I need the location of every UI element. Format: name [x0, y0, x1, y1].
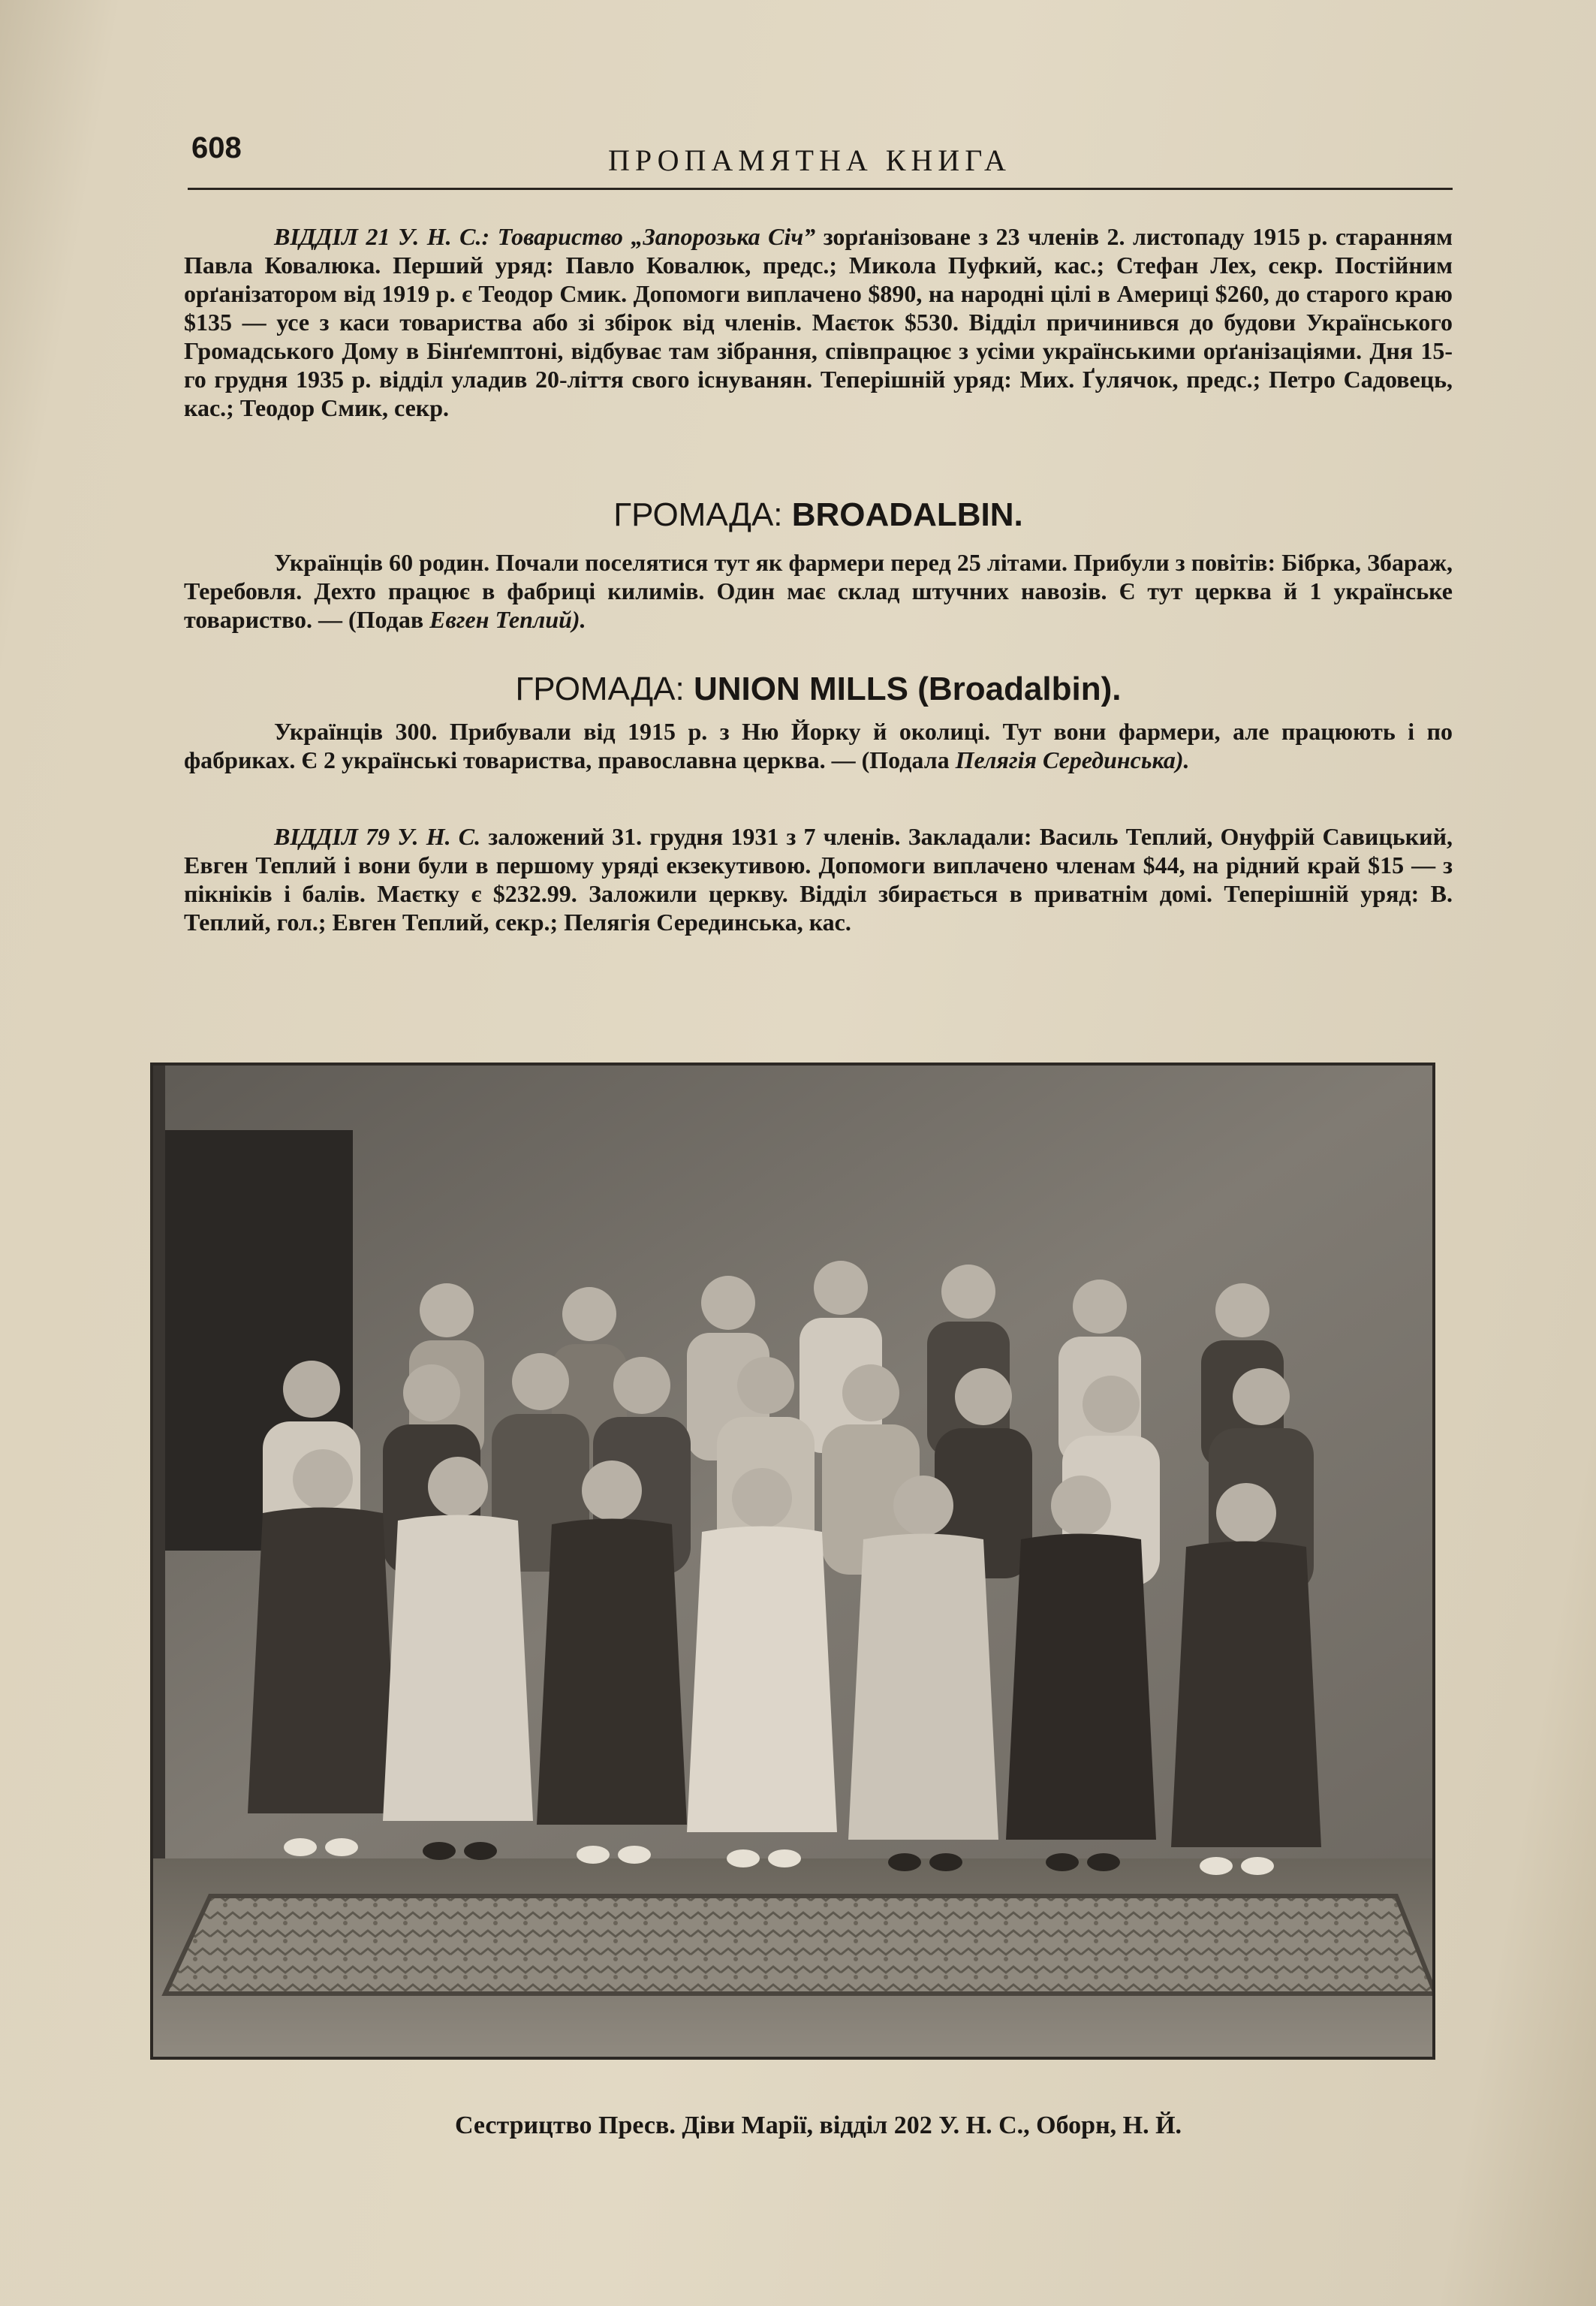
heading-union-mills-label: ГРОМАДА:	[515, 671, 685, 707]
union-mills-text: Українців 300. Прибували від 1915 р. з Ню Йорку й околиці. Тут вони фармери, але працюють і по фабриках. Є 2 українські товариства, православна церква. — (Подала	[184, 718, 1453, 773]
branch-21-paragraph	[184, 222, 1453, 422]
branch-79-lead: ВІДДІЛ 79 У. Н. С.	[274, 823, 481, 850]
heading-union-mills-place: UNION MILLS (Broadalbin).	[693, 671, 1122, 707]
heading-union-mills	[184, 670, 1453, 709]
heading-broadalbin-label: ГРОМАДА:	[613, 496, 783, 533]
page-header	[188, 128, 1453, 190]
group-photo-illustration	[150, 1063, 1435, 2060]
union-mills-paragraph	[184, 717, 1453, 774]
broadalbin-paragraph	[184, 548, 1453, 634]
union-mills-author: Пелягія Серединська).	[955, 746, 1190, 773]
branch-21-lead: ВІДДІЛ 21 У. Н. С.:	[274, 223, 490, 250]
broadalbin-text: Українців 60 родин. Почали поселятися тут як фармери перед 25 літами. Прибули з повітів: Бібрка, Збараж, Теребовля. Дехто працює в фабриці килимів. Один має склад штучних навозів. Є тут церква й 1 українське товариство. — (Подав	[184, 549, 1453, 633]
branch-21-text: зорґанізоване з 23 членів 2. листопаду 1915 р. старанням Павла Ковалюка. Перший уряд: Павло Ковалюк, предс.; Микола Пуфкий, кас.; Стефан Лех, секр. Постійним орґанізатором від 1919 р. є Теодор Смик. Допомоги виплачено $890, на народні цілі в Америці $260, до старого краю $135 — усе з каси товариства або зі збірок від членів. Маєток $530. Відділ причинився до будови Українського Громадського Дому в Бінґемптоні, відбуває там зібрання, співпрацює з усіми українськими орґанізаціями. Дня 15-го грудня 1935 р. відділ уладив 20-ліття свого існуванян. Теперішній уряд: Мих. Ґулячок, предс.; Петро Садовець, кас.; Теодор Смик, секр.	[184, 223, 1453, 421]
broadalbin-author: Евген Теплий).	[429, 606, 586, 633]
photo-caption: Сестрицтво Пресв. Діви Марії, відділ 202 У. Н. С., Оборн, Н. Й.	[454, 2112, 1182, 2139]
group-photo	[150, 1063, 1435, 2060]
heading-broadalbin	[184, 496, 1453, 535]
branch-21-society-name: Товариство „Запорозька Січ”	[497, 223, 816, 250]
branch-79-paragraph	[184, 822, 1453, 936]
running-title: ПРОПАМЯТНА КНИГА	[608, 143, 1011, 177]
page-number: 608	[191, 131, 242, 164]
branch-79-text: заложений 31. грудня 1931 з 7 членів. Закладали: Василь Теплий, Онуфрій Савицький, Евген Теплий і вони були в першому уряді екзекутивою. Допомоги виплачено членам $44, на рідний край $15 — з пікніків і балів. Маєтку є $232.99. Заложили церкву. Відділ збирається в приватнім домі. Теперішній уряд: В. Теплий, гол.; Евген Теплий, секр.; Пелягія Серединська, кас.	[184, 823, 1453, 936]
heading-broadalbin-place: BROADALBIN.	[791, 496, 1023, 533]
